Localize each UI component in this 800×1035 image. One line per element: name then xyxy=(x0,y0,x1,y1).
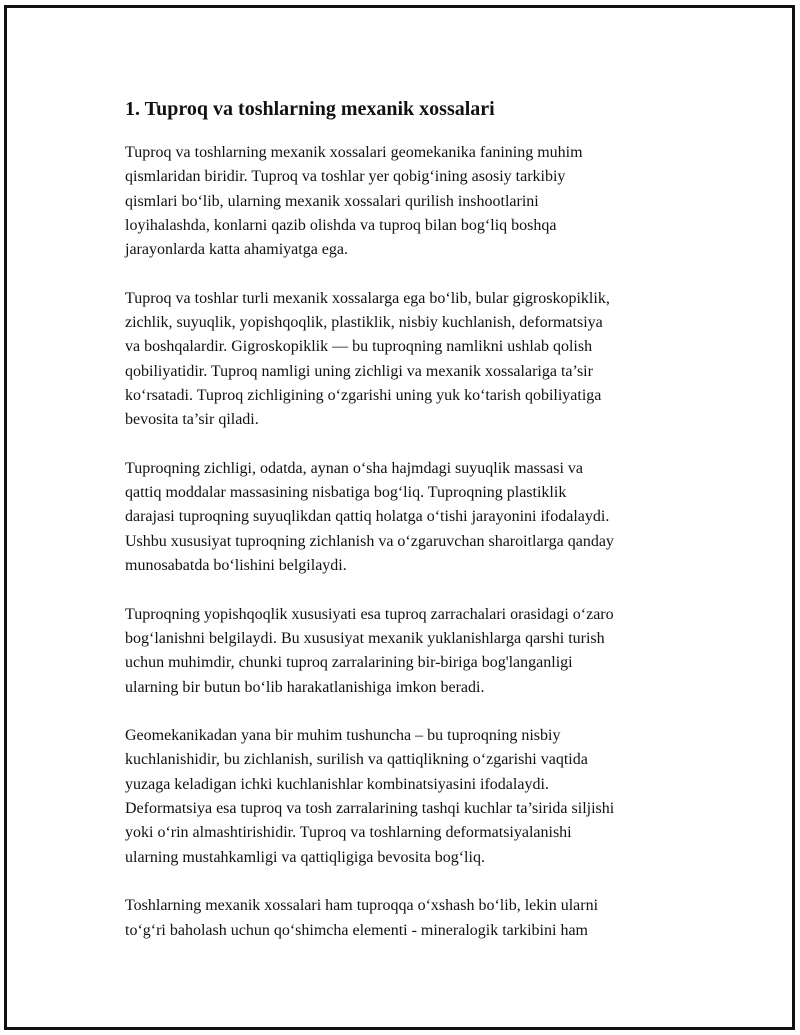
paragraph-1 xyxy=(125,141,705,262)
paragraph-5 xyxy=(125,724,705,870)
text-line: Tuproq va toshlarning mexanik xossalari geomekanika fanining muhim xyxy=(125,144,583,161)
document-body xyxy=(125,96,705,967)
text-line: uchun muhimdir, chunki tuproq zarralarining bir-biriga bog'langanligi xyxy=(125,654,573,672)
text-line: to‘g‘ri baholash uchun qo‘shimcha elementi - mineralogik tarkibini ham xyxy=(125,921,588,939)
text-line: Deformatsiya esa tuproq va tosh zarralarining tashqi kuchlar ta’sirida siljishi xyxy=(125,800,615,818)
text-line: yuzaga keladigan ichki kuchlanishlar kombinatsiyasini ifodalaydi. xyxy=(125,775,549,793)
text-line: Tuproq va toshlar turli mexanik xossalarga ega bo‘lib, bular gigroskopiklik, xyxy=(125,289,610,307)
paragraph-4 xyxy=(125,603,705,700)
paragraph-3 xyxy=(125,457,705,578)
section-heading: 1. Tuproq va toshlarning mexanik xossalari xyxy=(125,98,495,120)
text-line: jarayonlarda katta ahamiyatga ega. xyxy=(125,241,348,259)
text-line: va boshqalardir. Gigroskopiklik — bu tuproqning namlikni ushlab qolish xyxy=(125,338,593,356)
text-line: ularning bir butun bo‘lib harakatlanishiga imkon beradi. xyxy=(125,678,485,696)
text-line: Tuproqning zichligi, odatda, aynan o‘sha hajmdagi suyuqlik massasi va xyxy=(125,459,584,477)
text-line: ko‘rsatadi. Tuproq zichligining o‘zgarishi uning yuk ko‘tarish qobiliyatiga xyxy=(125,386,602,404)
text-line: qobiliyatidir. Tuproq namligi uning zichligi va mexanik xossalariga ta’sir xyxy=(125,362,593,380)
text-line: qattiq moddalar massasining nisbatiga bog‘liq. Tuproqning plastiklik xyxy=(125,484,567,502)
text-line: qismlaridan biridir. Tuproq va toshlar yer qobig‘ining asosiy tarkibiy xyxy=(125,168,566,186)
paragraph-2 xyxy=(125,287,705,433)
page-frame xyxy=(4,5,795,1030)
text-line: bevosita ta’sir qiladi. xyxy=(125,411,259,429)
paragraph-6 xyxy=(125,894,705,943)
text-line: darajasi tuproqning suyuqlikdan qattiq holatga o‘tishi jarayonini ifodalaydi. xyxy=(125,508,610,526)
text-line: Tuproqning yopishqoqlik xususiyati esa tuproq zarrachalari orasidagi o‘zaro xyxy=(125,605,614,623)
text-line: Geomekanikadan yana bir muhim tushuncha – bu tuproqning nisbiy xyxy=(125,727,561,745)
text-line: ularning mustahkamligi va qattiqligiga bevosita bog‘liq. xyxy=(125,848,485,866)
text-line: loyihalashda, konlarni qazib olishda va tuproq bilan bog‘liq boshqa xyxy=(125,216,557,234)
text-line: zichlik, suyuqlik, yopishqoqlik, plastiklik, nisbiy kuchlanish, deformatsiya xyxy=(125,314,603,332)
text-line: qismlari bo‘lib, ularning mexanik xossalari qurilish inshootlarini xyxy=(125,192,539,210)
text-line: munosabatda bo‘lishini belgilaydi. xyxy=(125,557,347,575)
text-line: Toshlarning mexanik xossalari ham tuproqqa o‘xshash bo‘lib, lekin ularni xyxy=(125,897,599,915)
text-line: yoki o‘rin almashtirishidir. Tuproq va toshlarning deformatsiyalanishi xyxy=(125,824,572,842)
text-line: Ushbu xususiyat tuproqning zichlanish va o‘zgaruvchan sharoitlarga qanday xyxy=(125,532,614,550)
text-line: kuchlanishidir, bu zichlanish, surilish va qattiqlikning o‘zgarishi vaqtida xyxy=(125,751,588,769)
text-line: bog‘lanishni belgilaydi. Bu xususiyat mexanik yuklanishlarga qarshi turish xyxy=(125,629,605,647)
